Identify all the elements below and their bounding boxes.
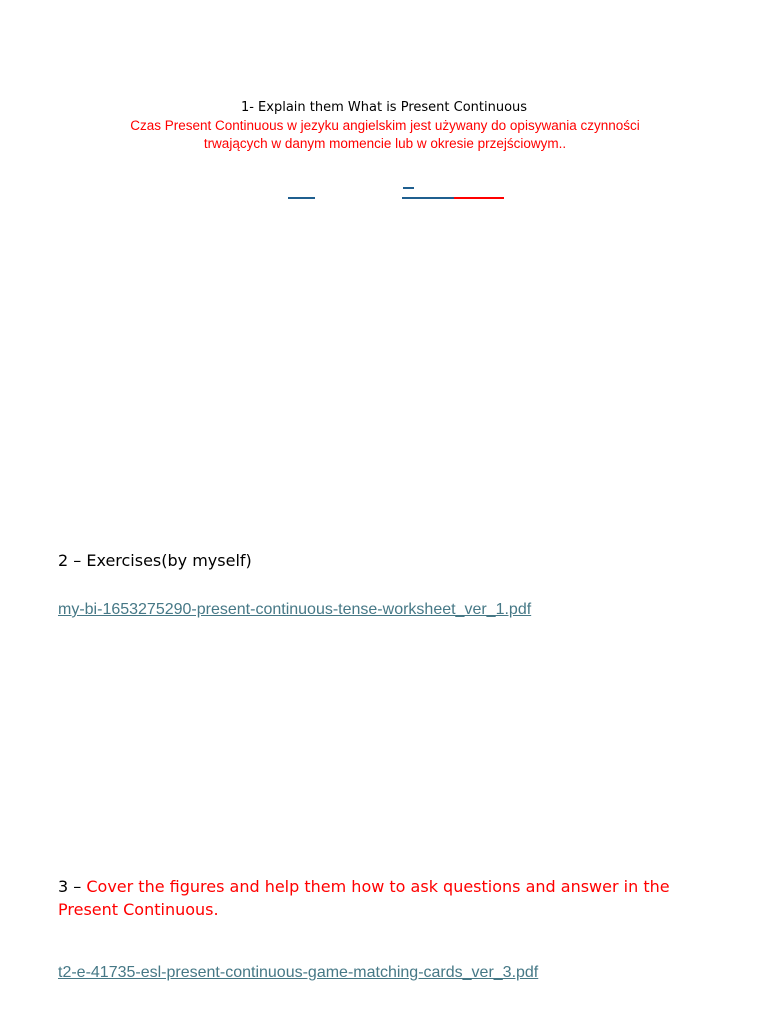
section-2-heading: 2 – Exercises(by myself): [58, 551, 252, 570]
section-3-heading: [58, 875, 708, 921]
description-line-1: Czas Present Continuous w jezyku angielskim jest używany do opisywania czynności: [130, 118, 640, 133]
matching-cards-pdf-link[interactable]: t2-e-41735-esl-present-continuous-game-matching-cards_ver_3.pdf: [58, 964, 539, 981]
section-3-number: 3 –: [58, 877, 87, 896]
blank-underline-2: [402, 197, 454, 199]
blank-underline-dash: [403, 187, 414, 189]
blank-underline-1: [288, 197, 315, 199]
section-1-description: [100, 117, 670, 153]
section-1-title: 1- Explain them What is Present Continuous: [240, 100, 528, 115]
blank-underline-3: [454, 197, 504, 199]
worksheet-pdf-link[interactable]: my-bi-1653275290-present-continuous-tense-worksheet_ver_1.pdf: [58, 601, 532, 618]
section-3-instructions: Cover the figures and help them how to ask questions and answer in the Present Continuous.: [58, 877, 670, 919]
description-line-2: trwających w danym momencie lub w okresie przejściowym..: [203, 136, 567, 151]
